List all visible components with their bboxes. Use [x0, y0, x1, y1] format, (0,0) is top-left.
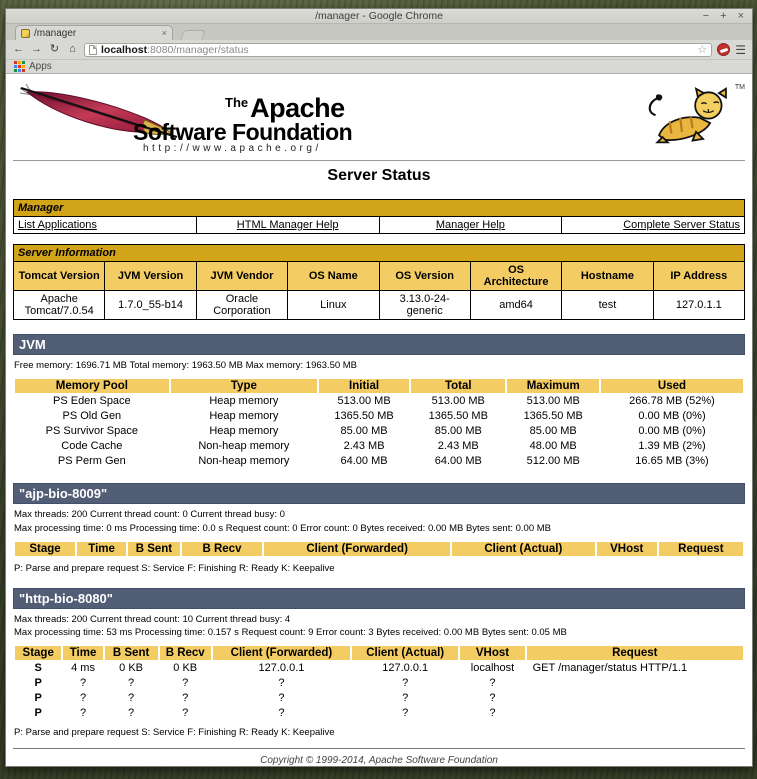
table-cell: 1.39 MB (2%): [638, 440, 706, 453]
jvm-section-header: JVM: [13, 334, 745, 355]
url-text[interactable]: [101, 44, 693, 56]
url-host: localhost: [101, 43, 148, 56]
column-header: B Recv: [160, 646, 211, 660]
column-header: Total: [411, 379, 505, 393]
tomcat-logo-link[interactable]: [645, 84, 745, 151]
table-cell: 1365.50 MB: [523, 410, 583, 423]
page-icon: [89, 45, 97, 55]
adblock-extension-icon[interactable]: [717, 43, 730, 56]
chrome-menu-icon[interactable]: ☰: [735, 42, 746, 57]
table-cell: P: [34, 677, 42, 690]
table-cell: Non-heap memory: [198, 440, 290, 453]
table-cell: ?: [489, 707, 496, 720]
memory-pool-table: [13, 378, 745, 469]
table-cell: Code Cache: [61, 440, 123, 453]
complete-server-status-link[interactable]: Complete Server Status: [623, 219, 740, 231]
maximize-button[interactable]: +: [720, 10, 727, 22]
server-info-table: [13, 244, 745, 320]
table-cell: 127.0.1.1: [653, 291, 744, 320]
url-path: :8080/manager/status: [147, 43, 249, 56]
manager-table: [13, 199, 745, 234]
table-cell: 48.00 MB: [529, 440, 577, 453]
table-cell: Non-heap memory: [198, 455, 290, 468]
list-applications-link[interactable]: List Applications: [18, 219, 97, 231]
table-cell: ?: [128, 677, 135, 690]
column-header: Initial: [319, 379, 409, 393]
table-row: [15, 439, 743, 453]
table-cell: ?: [402, 677, 409, 690]
table-cell: 266.78 MB (52%): [629, 395, 715, 408]
tab-close-icon[interactable]: ×: [161, 28, 167, 38]
table-row: [15, 424, 743, 438]
apache-logo-line2: Software Foundation: [133, 119, 353, 145]
http-connector-header: "http-bio-8080": [13, 588, 745, 609]
table-cell: GET /manager/status HTTP/1.1: [532, 662, 688, 675]
column-header: Hostname: [562, 262, 653, 291]
table-cell: ?: [182, 677, 189, 690]
bookmark-star-icon[interactable]: ☆: [697, 44, 708, 56]
table-cell: ?: [79, 692, 87, 705]
manager-help-link[interactable]: Manager Help: [435, 219, 505, 231]
manager-section-header: Manager: [14, 200, 745, 217]
header-divider: [13, 160, 745, 161]
table-cell: 16.65 MB (3%): [635, 455, 709, 468]
column-header: VHost: [597, 542, 657, 556]
table-cell: [527, 691, 743, 705]
table-cell: 0 KB: [173, 662, 198, 675]
table-cell: ?: [128, 692, 135, 705]
tomcat-cat-icon: [645, 86, 733, 146]
new-tab-button[interactable]: [180, 30, 205, 40]
tab-favicon-icon: [21, 29, 30, 38]
table-cell: Linux: [288, 291, 379, 320]
table-cell: P: [34, 707, 42, 720]
page-content: [6, 73, 752, 766]
copyright-notice: Copyright © 1999-2014, Apache Software Foundation: [260, 755, 498, 766]
column-header: Request: [527, 646, 743, 660]
table-cell: ?: [402, 692, 409, 705]
table-cell: Heap memory: [209, 395, 279, 408]
http-stage-legend: P: Parse and prepare request S: Service F: Finishing R: Ready K: Keepalive: [14, 727, 335, 739]
table-row: [15, 409, 743, 423]
column-header: Time: [63, 646, 102, 660]
table-cell: Oracle Corporation: [196, 291, 287, 320]
column-header: Client (Actual): [452, 542, 595, 556]
table-cell: 2.43 MB: [343, 440, 385, 453]
table-cell: PS Perm Gen: [57, 455, 126, 468]
table-cell: 513.00 MB: [526, 395, 580, 408]
table-row: [15, 706, 743, 720]
jvm-memory-summary: Free memory: 1696.71 MB Total memory: 1963.50 MB Max memory: 1963.50 MB: [14, 360, 358, 371]
column-header: Stage: [15, 646, 61, 660]
table-cell: PS Old Gen: [62, 410, 122, 423]
column-header: IP Address: [653, 262, 744, 291]
window-title: /manager - Google Chrome: [315, 10, 443, 22]
column-header: B Recv: [182, 542, 263, 556]
column-header: VHost: [460, 646, 524, 660]
table-cell: 85.00 MB: [434, 425, 482, 438]
column-header: Request: [659, 542, 743, 556]
table-cell: 127.0.0.1: [382, 662, 429, 675]
column-header: Memory Pool: [15, 379, 169, 393]
column-header: OS Version: [379, 262, 470, 291]
table-cell: ?: [182, 707, 189, 720]
table-cell: ?: [489, 692, 496, 705]
server-info-section-header: Server Information: [14, 245, 745, 262]
back-icon[interactable]: ←: [13, 43, 24, 55]
address-bar[interactable]: [84, 43, 712, 57]
ajp-connector-stats: Max threads: 200 Current thread count: 0 Current thread busy: 0 Max processing time: 0 ms Processing time: 0.0 s Request count: 0 Error count: 0 Bytes received: 0.00 MB Bytes sent: 0.00 MB: [14, 509, 551, 534]
table-cell: 64.00 MB: [434, 455, 482, 468]
table-cell: test: [562, 291, 653, 320]
table-cell: Apache Tomcat/7.0.54: [14, 291, 105, 320]
table-cell: [527, 706, 743, 720]
table-cell: ?: [278, 692, 285, 705]
http-connector-stats: Max threads: 200 Current thread count: 10 Current thread busy: 4 Max processing time: 53 ms Processing time: 0.157 s Request count: 9 Error count: 3 Bytes received: 0.00 MB Bytes sent: 0.05 MB: [14, 613, 567, 639]
table-cell: Heap memory: [209, 410, 279, 423]
table-cell: 2.43 MB: [437, 440, 479, 453]
tab-title: /manager: [34, 27, 77, 39]
table-cell: P: [34, 692, 42, 705]
table-row: [15, 676, 743, 690]
window-titlebar[interactable]: [6, 9, 752, 24]
table-cell: ?: [489, 677, 496, 690]
table-cell: 0.00 MB (0%): [638, 425, 706, 438]
table-row: [15, 394, 743, 408]
column-header: Client (Forwarded): [264, 542, 450, 556]
table-cell: 0.00 MB (0%): [638, 410, 706, 423]
table-cell: ?: [79, 677, 87, 690]
table-cell: 85.00 MB: [529, 425, 577, 438]
column-header: OS Name: [288, 262, 379, 291]
ajp-connector-header: "ajp-bio-8009": [13, 483, 745, 504]
column-header: Client (Actual): [352, 646, 458, 660]
column-header: B Sent: [105, 646, 158, 660]
http-requests-table: [13, 645, 745, 721]
table-cell: [527, 676, 743, 690]
table-cell: ?: [182, 692, 189, 705]
table-cell: ?: [278, 677, 285, 690]
table-cell: 512.00 MB: [526, 455, 580, 468]
table-cell: 85.00 MB: [340, 425, 388, 438]
table-row: [15, 454, 743, 468]
column-header: Client (Forwarded): [213, 646, 350, 660]
close-button[interactable]: ×: [737, 10, 744, 22]
table-row: [15, 691, 743, 705]
bookmarks-bar: [6, 59, 752, 73]
table-cell: 513.00 MB: [337, 395, 391, 408]
column-header: B Sent: [128, 542, 179, 556]
table-cell: ?: [128, 707, 135, 720]
ajp-requests-table: [13, 541, 745, 557]
table-cell: localhost: [470, 662, 515, 675]
table-cell: 3.13.0-24-generic: [379, 291, 470, 320]
apache-logo-text: $^{The}$Apache Software Foundation http://www.apache.org/: [133, 93, 353, 154]
trademark-label: TM: [734, 84, 745, 91]
footer-divider: [13, 748, 745, 749]
column-header: JVM Version: [105, 262, 196, 291]
table-cell: ?: [79, 707, 87, 720]
column-header: JVM Vendor: [196, 262, 287, 291]
table-cell: PS Survivor Space: [45, 425, 138, 438]
table-cell: 127.0.0.1: [258, 662, 305, 675]
column-header: Type: [171, 379, 317, 393]
table-cell: 513.00 MB: [431, 395, 485, 408]
table-cell: 0 KB: [119, 662, 144, 675]
apache-logo-link[interactable]: [15, 84, 352, 154]
table-cell: 4 ms: [71, 662, 95, 675]
navigation-toolbar: [6, 40, 752, 59]
table-cell: amd64: [470, 291, 561, 320]
html-manager-help-link[interactable]: HTML Manager Help: [236, 219, 339, 231]
table-cell: 1.7.0_55-b14: [105, 291, 196, 320]
column-header: Tomcat Version: [14, 262, 105, 291]
table-cell: 64.00 MB: [340, 455, 388, 468]
apps-bookmark[interactable]: Apps: [29, 61, 52, 72]
forward-icon[interactable]: →: [31, 43, 42, 55]
apache-logo-url: http://www.apache.org/: [143, 143, 322, 154]
table-cell: PS Eden Space: [53, 395, 131, 408]
apache-logo-name: Apache: [250, 93, 345, 123]
page-title: Server Status: [327, 167, 431, 184]
page-header: [13, 82, 745, 158]
apps-grid-icon: [14, 61, 25, 72]
tab-strip: [6, 24, 752, 40]
table-row: [14, 291, 745, 320]
column-header: Maximum: [507, 379, 598, 393]
table-cell: ?: [278, 707, 285, 720]
table-row: [15, 661, 743, 675]
browser-window: [5, 8, 753, 767]
table-cell: ?: [402, 707, 409, 720]
minimize-button[interactable]: −: [702, 10, 710, 22]
column-header: OS Architecture: [470, 262, 561, 291]
column-header: Time: [77, 542, 126, 556]
reload-icon[interactable]: ↻: [49, 43, 60, 55]
ajp-stage-legend: P: Parse and prepare request S: Service F: Finishing R: Ready K: Keepalive: [14, 562, 335, 574]
table-cell: 1365.50 MB: [428, 410, 488, 423]
home-icon[interactable]: ⌂: [69, 43, 76, 55]
table-cell: 1365.50 MB: [334, 410, 394, 423]
table-cell: S: [34, 662, 42, 675]
column-header: Used: [601, 379, 743, 393]
table-cell: Heap memory: [209, 425, 279, 438]
tab-manager[interactable]: [15, 25, 173, 40]
column-header: Stage: [15, 542, 75, 556]
